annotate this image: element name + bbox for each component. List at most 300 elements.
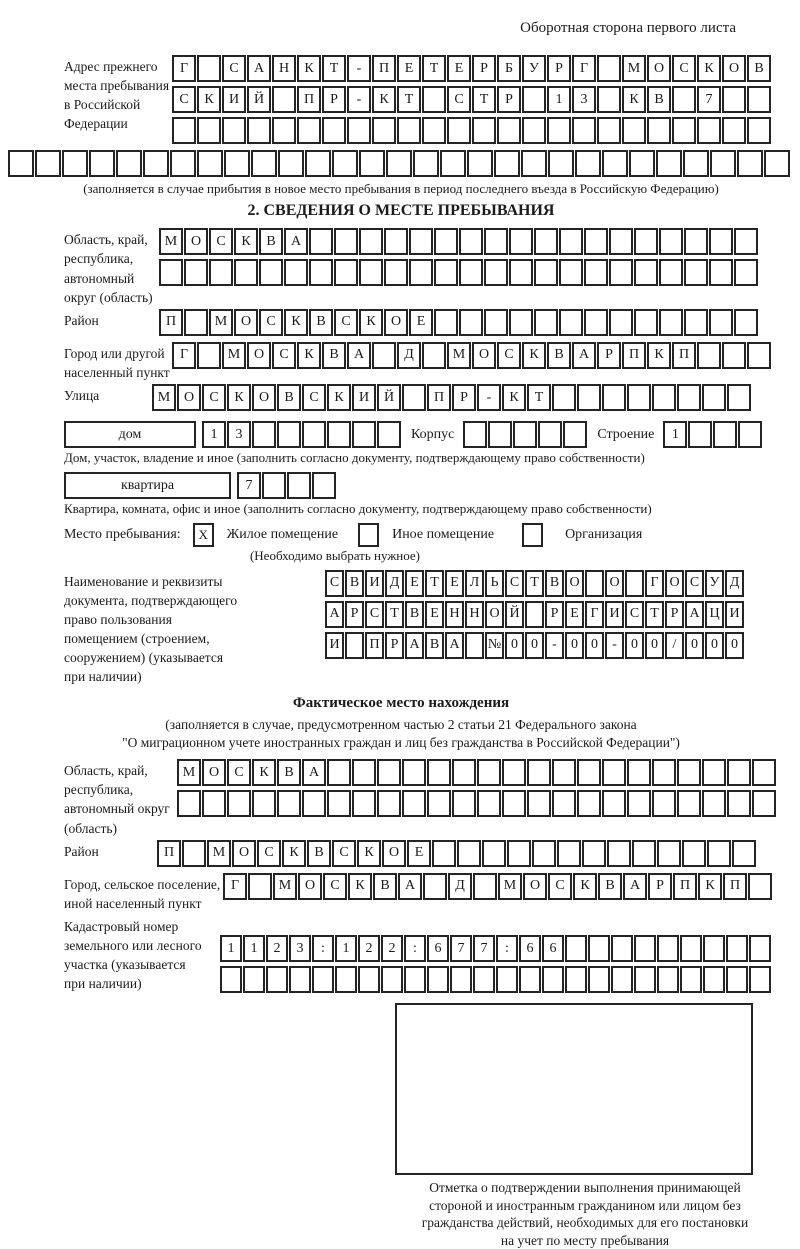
char-cell: П	[365, 632, 384, 659]
char-cell: Т	[525, 570, 544, 597]
char-cell	[627, 384, 651, 411]
char-cell: Р	[322, 86, 346, 113]
document-grid-row2	[325, 601, 745, 628]
char-cell	[497, 117, 521, 144]
char-cell	[584, 309, 608, 336]
char-cell	[372, 117, 396, 144]
char-cell: С	[172, 86, 196, 113]
house-label-box: дом	[64, 421, 196, 448]
char-cell: А	[347, 342, 371, 369]
char-cell	[585, 570, 604, 597]
char-cell	[312, 966, 334, 993]
char-cell	[727, 790, 751, 817]
char-cell: -	[605, 632, 624, 659]
char-cell	[309, 228, 333, 255]
char-cell: 0	[645, 632, 664, 659]
char-cell	[452, 790, 476, 817]
char-cell	[726, 966, 748, 993]
char-cell	[459, 259, 483, 286]
char-cell	[684, 259, 708, 286]
char-cell	[507, 840, 531, 867]
char-cell	[327, 759, 351, 786]
char-cell: 1	[202, 421, 226, 448]
char-cell: В	[747, 55, 771, 82]
char-cell: Е	[409, 309, 433, 336]
char-cell	[627, 759, 651, 786]
char-cell	[177, 790, 201, 817]
street-label: Улица	[64, 388, 100, 404]
char-cell: И	[725, 601, 744, 628]
char-cell	[352, 759, 376, 786]
char-cell	[519, 966, 541, 993]
char-cell	[450, 966, 472, 993]
char-cell	[287, 472, 311, 499]
char-cell	[565, 935, 587, 962]
char-cell	[513, 421, 537, 448]
char-cell	[602, 759, 626, 786]
char-cell: А	[572, 342, 596, 369]
char-cell	[697, 342, 721, 369]
char-cell	[252, 421, 276, 448]
char-cell: М	[273, 873, 297, 900]
char-cell: Н	[465, 601, 484, 628]
char-cell	[484, 228, 508, 255]
char-cell	[747, 342, 771, 369]
char-cell	[634, 309, 658, 336]
city-label	[64, 342, 172, 382]
char-cell	[677, 759, 701, 786]
char-cell	[652, 790, 676, 817]
char-cell: 7	[237, 472, 261, 499]
char-cell	[359, 150, 385, 177]
char-cell: 0	[565, 632, 584, 659]
char-cell: О	[252, 384, 276, 411]
char-cell	[625, 570, 644, 597]
document-grid-row3	[325, 632, 745, 659]
prev-address-grid-row1	[172, 55, 772, 82]
char-cell: Е	[425, 601, 444, 628]
actual-location-title: Фактическое место нахождения	[292, 694, 510, 711]
char-cell: О	[722, 55, 746, 82]
char-cell	[184, 309, 208, 336]
char-cell: М	[498, 873, 522, 900]
char-cell	[622, 117, 646, 144]
char-cell	[559, 228, 583, 255]
char-cell: П	[622, 342, 646, 369]
char-cell: Г	[572, 55, 596, 82]
char-cell	[634, 935, 656, 962]
caption-line: Отметка о подтверждении выполнения принимающей	[429, 1180, 741, 1195]
char-cell: Р	[545, 601, 564, 628]
char-cell	[305, 150, 331, 177]
korpus-label: Корпус	[411, 426, 455, 442]
char-cell	[422, 86, 446, 113]
actual-district-label: Район	[64, 843, 99, 859]
char-cell: Р	[345, 601, 364, 628]
char-cell	[672, 86, 696, 113]
char-cell	[289, 966, 311, 993]
char-cell	[8, 150, 34, 177]
char-cell	[422, 342, 446, 369]
char-cell	[565, 966, 587, 993]
char-cell	[377, 790, 401, 817]
char-cell: Л	[465, 570, 484, 597]
char-cell	[713, 421, 737, 448]
char-cell	[335, 966, 357, 993]
char-cell	[634, 228, 658, 255]
char-cell	[62, 150, 88, 177]
label-line: сооружением) (указывается	[64, 650, 224, 666]
char-cell	[684, 228, 708, 255]
char-cell	[251, 150, 277, 177]
label-line: иной населенный пункт	[64, 895, 202, 911]
char-cell	[732, 840, 756, 867]
char-cell	[159, 259, 183, 286]
char-cell	[588, 935, 610, 962]
char-cell	[248, 873, 272, 900]
char-cell	[582, 840, 606, 867]
label-line: (область)	[64, 820, 118, 836]
char-cell	[259, 259, 283, 286]
char-cell	[327, 421, 351, 448]
char-cell: Т	[472, 86, 496, 113]
char-cell: К	[297, 342, 321, 369]
char-cell	[477, 790, 501, 817]
char-cell	[404, 966, 426, 993]
char-cell: А	[284, 228, 308, 255]
char-cell: В	[345, 570, 364, 597]
char-cell: 0	[725, 632, 744, 659]
char-cell: О	[472, 342, 496, 369]
field-district	[64, 309, 772, 340]
char-cell: М	[207, 840, 231, 867]
char-cell	[611, 935, 633, 962]
char-cell: Р	[497, 86, 521, 113]
char-cell: В	[545, 570, 564, 597]
char-cell	[352, 790, 376, 817]
char-cell: Т	[322, 55, 346, 82]
char-cell	[702, 384, 726, 411]
char-cell: К	[622, 86, 646, 113]
char-cell	[734, 309, 758, 336]
char-cell: К	[647, 342, 671, 369]
field-actual-district	[64, 840, 772, 871]
char-cell: С	[334, 309, 358, 336]
actual-location-subtitle1: (заполняется в случае, предусмотренном частью 2 статьи 21 Федерального закона	[165, 716, 637, 732]
char-cell	[209, 259, 233, 286]
char-cell	[434, 309, 458, 336]
char-cell	[334, 228, 358, 255]
char-cell: В	[405, 601, 424, 628]
char-cell: -	[347, 55, 371, 82]
char-cell: О	[234, 309, 258, 336]
char-cell: 7	[450, 935, 472, 962]
char-cell: №	[485, 632, 504, 659]
char-cell: Т	[645, 601, 664, 628]
char-cell: С	[302, 384, 326, 411]
char-cell: В	[647, 86, 671, 113]
stroenie-label: Строение	[597, 426, 655, 442]
char-cell: А	[405, 632, 424, 659]
char-cell: В	[277, 384, 301, 411]
char-cell: Т	[397, 86, 421, 113]
char-cell: М	[177, 759, 201, 786]
label-line: Адрес прежнего	[64, 59, 158, 74]
char-cell	[634, 259, 658, 286]
char-cell: О	[184, 228, 208, 255]
char-cell	[680, 966, 702, 993]
char-cell: Р	[452, 384, 476, 411]
char-cell: О	[523, 873, 547, 900]
char-cell: К	[327, 384, 351, 411]
char-cell	[534, 259, 558, 286]
label-line: помещением (строением,	[64, 631, 210, 647]
caption-line: на учет по месту пребывания	[500, 1232, 670, 1248]
char-cell	[747, 86, 771, 113]
char-cell: К	[522, 342, 546, 369]
char-cell: Н	[272, 55, 296, 82]
char-cell: С	[548, 873, 572, 900]
label-line: Федерации	[64, 116, 128, 132]
char-cell	[707, 840, 731, 867]
prev-address-grid-row3	[172, 117, 772, 144]
char-cell	[577, 759, 601, 786]
char-cell: -	[347, 86, 371, 113]
char-cell	[534, 309, 558, 336]
char-cell: Р	[597, 342, 621, 369]
char-cell: Р	[385, 632, 404, 659]
char-cell: :	[496, 935, 518, 962]
char-cell: О	[605, 570, 624, 597]
label-line: при наличии)	[64, 669, 142, 685]
char-cell	[682, 840, 706, 867]
char-cell	[423, 873, 447, 900]
char-cell: Е	[445, 570, 464, 597]
char-cell: :	[404, 935, 426, 962]
char-cell: К	[297, 55, 321, 82]
char-cell	[272, 86, 296, 113]
char-cell: Д	[725, 570, 744, 597]
char-cell: Г	[223, 873, 247, 900]
char-cell: Б	[497, 55, 521, 82]
char-cell: С	[447, 86, 471, 113]
char-cell: И	[325, 632, 344, 659]
char-cell	[272, 117, 296, 144]
char-cell: С	[325, 570, 344, 597]
char-cell	[302, 790, 326, 817]
char-cell	[457, 840, 481, 867]
char-cell	[352, 421, 376, 448]
char-cell	[297, 117, 321, 144]
char-cell	[702, 759, 726, 786]
char-cell: Г	[172, 342, 196, 369]
char-cell	[684, 309, 708, 336]
char-cell: 0	[525, 632, 544, 659]
char-cell	[602, 150, 628, 177]
char-cell	[722, 86, 746, 113]
char-cell	[359, 259, 383, 286]
caption-line: гражданства действий, необходимых для его постановки	[421, 1215, 749, 1231]
char-cell: А	[302, 759, 326, 786]
section2-title: 2. СВЕДЕНИЯ О МЕСТЕ ПРЕБЫВАНИЯ	[247, 202, 555, 220]
house-caption: Дом, участок, владение и иное (заполнить согласно документу, подтверждающему право собственности)	[64, 450, 645, 466]
char-cell	[182, 840, 206, 867]
char-cell	[377, 421, 401, 448]
registration-mark-box	[395, 1003, 753, 1175]
cadastral-grid-row1	[220, 935, 772, 962]
char-cell: 3	[289, 935, 311, 962]
actual-region-grid-row2	[177, 790, 777, 817]
char-cell	[502, 759, 526, 786]
char-cell	[427, 966, 449, 993]
char-cell	[277, 790, 301, 817]
char-cell	[738, 421, 762, 448]
char-cell	[488, 421, 512, 448]
char-cell: Р	[547, 55, 571, 82]
char-cell	[467, 150, 493, 177]
char-cell: 7	[697, 86, 721, 113]
char-cell: К	[197, 86, 221, 113]
char-cell	[397, 117, 421, 144]
char-cell	[657, 935, 679, 962]
char-cell: К	[573, 873, 597, 900]
char-cell	[440, 150, 466, 177]
char-cell: С	[497, 342, 521, 369]
char-cell: О	[647, 55, 671, 82]
char-cell	[222, 117, 246, 144]
char-cell	[422, 117, 446, 144]
char-cell	[602, 790, 626, 817]
option-residential-label: Жилое помещение	[226, 526, 339, 542]
char-cell	[727, 759, 751, 786]
char-cell: 0	[685, 632, 704, 659]
char-cell	[482, 840, 506, 867]
char-cell: С	[259, 309, 283, 336]
char-cell	[726, 935, 748, 962]
char-cell	[234, 259, 258, 286]
char-cell	[302, 421, 326, 448]
char-cell	[502, 790, 526, 817]
label-line: при наличии)	[64, 976, 142, 992]
char-cell: Е	[397, 55, 421, 82]
char-cell	[611, 966, 633, 993]
char-cell	[452, 759, 476, 786]
char-cell	[322, 117, 346, 144]
char-cell: 1	[663, 421, 687, 448]
char-cell: 6	[542, 935, 564, 962]
char-cell	[220, 966, 242, 993]
char-cell: М	[622, 55, 646, 82]
apartment-row	[64, 472, 772, 499]
char-cell: В	[322, 342, 346, 369]
char-cell: 0	[705, 632, 724, 659]
char-cell	[202, 790, 226, 817]
char-cell	[584, 259, 608, 286]
char-cell: С	[202, 384, 226, 411]
document-grid-row1	[325, 570, 745, 597]
char-cell	[710, 150, 736, 177]
char-cell: С	[672, 55, 696, 82]
char-cell	[697, 117, 721, 144]
char-cell: Е	[405, 570, 424, 597]
document-label	[64, 570, 325, 687]
char-cell: -	[477, 384, 501, 411]
char-cell	[116, 150, 142, 177]
char-cell	[559, 259, 583, 286]
house-row	[64, 421, 772, 448]
char-cell	[484, 259, 508, 286]
char-cell: А	[325, 601, 344, 628]
char-cell	[509, 259, 533, 286]
char-cell: 3	[572, 86, 596, 113]
char-cell	[734, 228, 758, 255]
char-cell: Г	[585, 601, 604, 628]
char-cell: О	[202, 759, 226, 786]
char-cell	[656, 150, 682, 177]
char-cell	[197, 117, 221, 144]
char-cell: С	[332, 840, 356, 867]
char-cell: М	[209, 309, 233, 336]
char-cell: К	[698, 873, 722, 900]
char-cell	[509, 228, 533, 255]
char-cell	[427, 759, 451, 786]
korpus-grid	[463, 421, 588, 448]
district-grid	[159, 309, 759, 336]
char-cell: П	[157, 840, 181, 867]
label-line: республика,	[64, 782, 134, 798]
char-cell: М	[152, 384, 176, 411]
stroenie-grid	[663, 421, 763, 448]
char-cell: К	[372, 86, 396, 113]
char-cell: О	[384, 309, 408, 336]
label-line: Область, край,	[64, 232, 148, 248]
street-grid	[152, 384, 752, 411]
char-cell: Й	[247, 86, 271, 113]
char-cell	[252, 790, 276, 817]
cadastral-grid-row2	[220, 966, 772, 993]
char-cell: В	[307, 840, 331, 867]
char-cell: 6	[427, 935, 449, 962]
char-cell	[402, 384, 426, 411]
region-grid-row1	[159, 228, 759, 255]
prev-address-grid-row4	[8, 150, 772, 177]
char-cell	[402, 759, 426, 786]
char-cell	[749, 935, 771, 962]
label-line: республика,	[64, 251, 134, 267]
actual-city-grid	[223, 873, 773, 900]
char-cell: Д	[385, 570, 404, 597]
char-cell	[748, 873, 772, 900]
char-cell: П	[159, 309, 183, 336]
char-cell	[496, 966, 518, 993]
char-cell	[278, 150, 304, 177]
char-cell: О	[382, 840, 406, 867]
char-cell	[527, 759, 551, 786]
char-cell: И	[222, 86, 246, 113]
char-cell	[527, 790, 551, 817]
char-cell	[575, 150, 601, 177]
char-cell: В	[277, 759, 301, 786]
char-cell	[607, 840, 631, 867]
char-cell	[577, 384, 601, 411]
char-cell	[477, 759, 501, 786]
char-cell	[597, 86, 621, 113]
char-cell	[683, 150, 709, 177]
char-cell: С	[227, 759, 251, 786]
char-cell: П	[673, 873, 697, 900]
char-cell	[629, 150, 655, 177]
char-cell: Й	[377, 384, 401, 411]
